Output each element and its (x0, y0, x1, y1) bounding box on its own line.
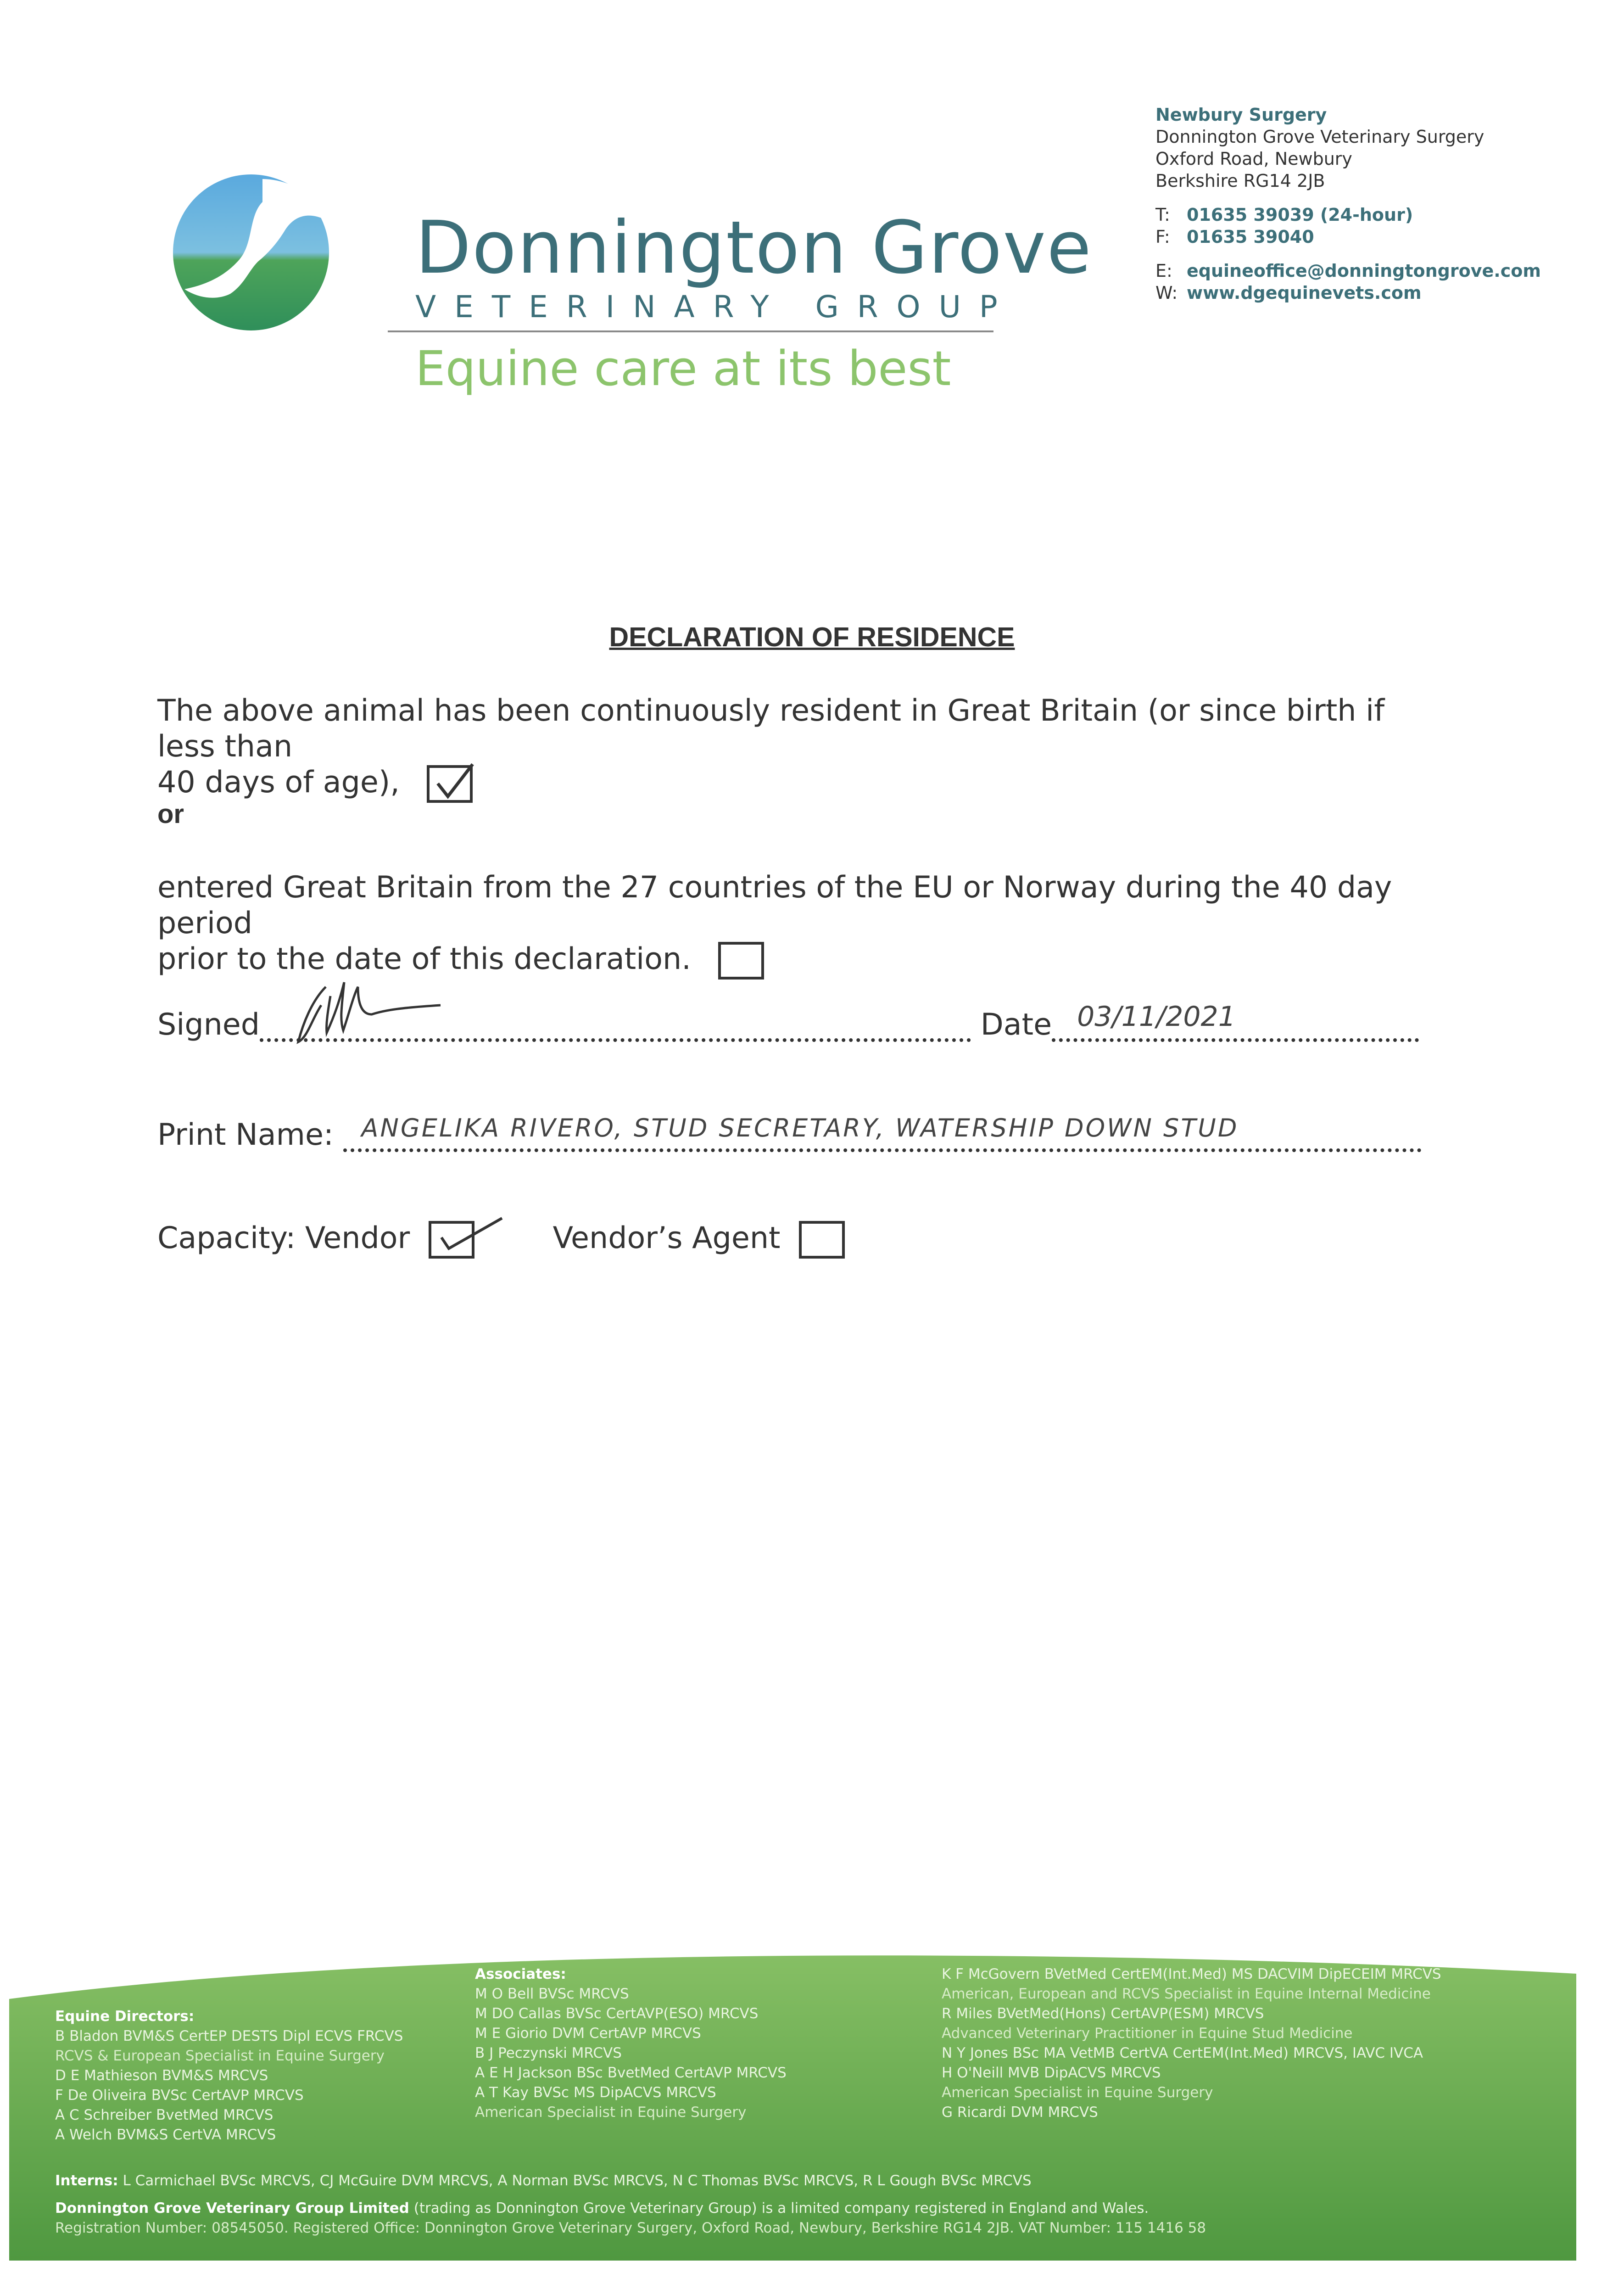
address-line: Berkshire RG14 2JB (1155, 171, 1325, 191)
company-name: Donnington Grove Veterinary Group Limited (55, 2200, 409, 2217)
print-name-field[interactable] (343, 1114, 1422, 1152)
date-field[interactable] (1052, 1001, 1419, 1042)
footer-company (55, 2199, 1206, 2238)
director-entry: RCVS & European Specialist in Equine Surgery (55, 2048, 385, 2064)
declaration-title: DECLARATION OF RESIDENCE (609, 622, 1015, 652)
footer-associates (475, 1965, 787, 2122)
clinician-entry: American, European and RCVS Specialist in Equine Internal Medicine (942, 1986, 1431, 2002)
web-row (1155, 282, 1541, 304)
resident-checkbox[interactable] (427, 765, 473, 803)
vendor-checkbox[interactable] (429, 1221, 474, 1259)
associate-entry: A T Kay BVSc MS DipACVS MRCVS (475, 2084, 716, 2101)
director-entry: F De Oliveira BVSc CertAVP MRCVS (55, 2087, 304, 2104)
branch-name: Newbury Surgery (1155, 105, 1327, 125)
tick-mark-icon (429, 1210, 502, 1260)
director-entry: D E Mathieson BVM&S MRCVS (55, 2067, 268, 2084)
clinician-entry: G Ricardi DVM MRCVS (942, 2104, 1098, 2121)
option-entered-text-line1: entered Great Britain from the 27 countries of the EU or Norway during the 40 day period (157, 870, 1392, 940)
phone-row (1155, 204, 1541, 226)
interns-list: L Carmichael BVSc MRCVS, CJ McGuire DVM MRCVS, A Norman BVSc MRCVS, N C Thomas BVSc MRCVS, R L Gough BVSc MRCVS (123, 2172, 1032, 2189)
clinician-entry: R Miles BVetMed(Hons) CertAVP(ESM) MRCVS (942, 2005, 1264, 2022)
capacity-row (157, 1221, 1424, 1259)
option-resident (157, 693, 1442, 803)
tagline: Equine care at its best (415, 341, 951, 397)
footer-directors (55, 2007, 403, 2145)
date-value: 03/11/2021 (1077, 1001, 1236, 1033)
footer-clinicians (942, 1965, 1441, 2122)
signature-icon (294, 968, 500, 1051)
email-link[interactable]: equineoffice@donningtongrove.com (1187, 261, 1541, 281)
or-separator: or (157, 799, 184, 829)
associate-entry: M DO Callas BVSc CertAVP(ESO) MRCVS (475, 2005, 759, 2022)
clinician-entry: H O'Neill MVB DipACVS MRCVS (942, 2065, 1161, 2081)
org-name: Donnington Grove (415, 206, 1093, 290)
print-name-value: ANGELIKA RIVERO, STUD SECRETARY, WATERSHIP DOWN STUD (361, 1114, 1239, 1142)
date-label: Date (980, 1008, 1052, 1042)
print-name-row (157, 1114, 1424, 1152)
tick-mark-icon (427, 754, 477, 805)
web-label: W: (1155, 283, 1178, 303)
interns-heading: Interns: (55, 2172, 118, 2189)
directors-heading: Equine Directors: (55, 2008, 195, 2025)
vendor-agent-label: Vendor’s Agent (552, 1221, 781, 1256)
email-label: E: (1155, 261, 1172, 281)
website-link[interactable]: www.dgequinevets.com (1187, 283, 1422, 303)
option-entered-text-line2: prior to the date of this declaration. (157, 942, 691, 976)
clinician-entry: N Y Jones BSc MA VetMB CertVA CertEM(Int.Med) MRCVS, IAVC IVCA (942, 2045, 1423, 2061)
option-entered (157, 870, 1442, 980)
phone-label: T: (1155, 205, 1170, 225)
email-row (1155, 260, 1541, 282)
associates-heading: Associates: (475, 1966, 566, 1982)
horse-logo-icon (171, 161, 345, 335)
print-name-label: Print Name: (157, 1118, 334, 1152)
capacity-label: Capacity: Vendor (157, 1221, 410, 1256)
company-info: (trading as Donnington Grove Veterinary Group) is a limited company registered in England and Wales. (409, 2200, 1149, 2217)
clinician-entry: American Specialist in Equine Surgery (942, 2084, 1213, 2101)
associate-entry: B J Peczynski MRCVS (475, 2045, 622, 2061)
associate-entry: A E H Jackson BSc BvetMed CertAVP MRCVS (475, 2065, 787, 2081)
associate-entry: M E Giorio DVM CertAVP MRCVS (475, 2025, 701, 2042)
header-divider (388, 330, 993, 332)
signed-label: Signed (157, 1008, 260, 1042)
company-registration: Registration Number: 08545050. Registered Office: Donnington Grove Veterinary Surgery, Oxford Road, Newbury, Berkshire RG14 2JB. VAT Number: 115 1416 58 (55, 2220, 1206, 2236)
clinician-entry: K F McGovern BVetMed CertEM(Int.Med) MS DACVIM DipECEIM MRCVS (942, 1966, 1441, 1982)
director-entry: A Welch BVM&S CertVA MRCVS (55, 2127, 276, 2143)
footer-interns (55, 2171, 1032, 2191)
fax-row (1155, 226, 1541, 248)
director-entry: A C Schreiber BvetMed MRCVS (55, 2107, 273, 2123)
director-entry: B Bladon BVM&S CertEP DESTS Dipl ECVS FRCVS (55, 2028, 403, 2044)
option-resident-text-line1: The above animal has been continuously resident in Great Britain (or since birth if less than (157, 694, 1385, 764)
address-line: Oxford Road, Newbury (1155, 149, 1352, 169)
phone-number: 01635 39039 (24-hour) (1187, 205, 1413, 225)
org-subtitle: VETERINARY GROUP (415, 289, 1016, 325)
associate-entry: American Specialist in Equine Surgery (475, 2104, 747, 2121)
contact-block (1155, 104, 1541, 304)
option-resident-text-line2: 40 days of age), (157, 765, 400, 800)
address-line: Donnington Grove Veterinary Surgery (1155, 127, 1484, 147)
associate-entry: M O Bell BVSc MRCVS (475, 1986, 629, 2002)
entered-checkbox[interactable] (718, 942, 764, 980)
clinician-entry: Advanced Veterinary Practitioner in Equine Stud Medicine (942, 2025, 1353, 2042)
fax-label: F: (1155, 227, 1170, 247)
vendor-agent-checkbox[interactable] (799, 1221, 845, 1259)
fax-number: 01635 39040 (1187, 227, 1314, 247)
